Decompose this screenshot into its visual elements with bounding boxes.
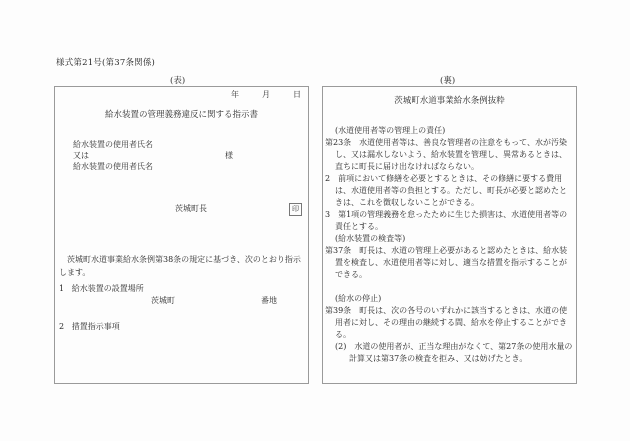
recipient-line: 給水装置の使用者氏名 [73,140,153,149]
front-side-label: (表) [170,76,186,86]
section-heading: (給水装置の検査等) [335,234,406,243]
item-instructions: 2 措置指示事項 [59,322,120,331]
back-form-frame [322,86,577,384]
front-form-frame [54,86,309,384]
date-year: 年 [231,90,239,99]
section-heading: (給水の停止) [335,294,382,303]
date-day: 日 [293,90,301,99]
instruction-text: 茨城町水道事業給水条例第38条の規定に基づき、次のとおり指示します。 [59,255,301,277]
paragraph-text: 2 前項において修繕を必要とするときは、その修繕に要する費用は、水道使用者等の負担とする。ただし、町長が必要と認めたときは、これを徴収しないことができる。 [325,174,567,207]
date-row [231,89,301,101]
location-town: 茨城町 [151,296,175,305]
recipient-line: 給水装置の使用者氏名 [73,162,153,171]
recipient-line: 又は [73,151,89,160]
article-text: 第23条 水道使用者等は、善良な管理者の注意をもって、水が汚染し、又は漏水しないよう、給水装置を管理し、異常あるときは、直ちに町長に届け出なければならない。 [325,138,568,171]
issuer-name: 茨城町長 [175,204,207,213]
paragraph-text: 3 第1項の管理義務を怠ったために生じた損害は、水道使用者等の責任とする。 [325,210,568,231]
article-text: 第39条 町長は、次の各号のいずれかに該当するときは、水道の使用者に対し、その理由の継続する間、給水を停止することができる。 [325,306,568,339]
section-article-37 [325,233,573,281]
subitem-text: (2) 水道の使用者が、正当な理由がなくて、第27条の使用水量の計算又は第37条の検査を拒み、又は妨げたとき。 [335,342,573,363]
location-lot: 番地 [261,296,277,305]
date-month: 月 [262,90,270,99]
item-install-location: 1 給水装置の設置場所 [59,284,144,293]
seal-box: 印 [289,203,302,216]
recipient-block [73,139,153,172]
section-article-23 [325,125,573,233]
document-title: 給水装置の管理義務違反に関する指示書 [104,110,258,120]
back-side-label: (裏) [440,76,456,86]
excerpt-title: 茨城町水道事業給水条例抜粋 [394,96,505,106]
section-heading: (水道使用者等の管理上の責任) [335,126,446,135]
honorific: 様 [225,151,233,160]
form-number: 様式第21号(第37条関係) [56,58,156,68]
article-text: 第37条 町長は、水道の管理上必要があると認めたときは、給水装置を検査し、水道使用者等に対し、適当な措置を指示することができる。 [325,246,568,279]
section-article-39 [325,293,573,365]
